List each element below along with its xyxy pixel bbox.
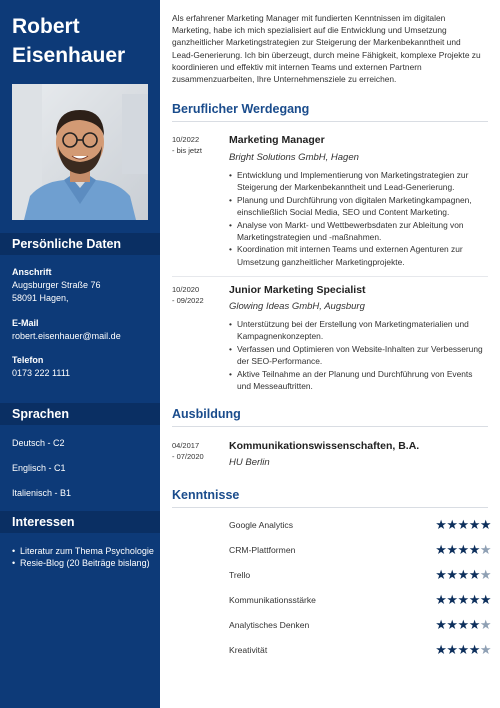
skills-heading: Kenntnisse: [172, 488, 488, 508]
languages-heading: Sprachen: [0, 403, 160, 425]
job-company: Bright Solutions GmbH, Hagen: [229, 152, 359, 163]
star-filled-icon: ★: [468, 592, 480, 607]
portrait-image: [12, 84, 148, 220]
skill-name: Analytisches Denken: [229, 620, 310, 630]
skill-rating: [435, 642, 491, 658]
star-empty-icon: ★: [479, 617, 491, 632]
job-title: Marketing Manager: [229, 134, 325, 146]
first-name: Robert: [12, 15, 80, 38]
skill-name: Trello: [229, 570, 251, 580]
skill-rating: [435, 617, 491, 633]
job-date: [172, 284, 204, 306]
star-filled-icon: ★: [446, 617, 458, 632]
skill-row: [229, 617, 491, 634]
skill-row: [229, 567, 491, 584]
star-empty-icon: ★: [479, 542, 491, 557]
skill-row: [229, 542, 491, 559]
education-degree: Kommunikationswissenschaften, B.A.: [229, 440, 420, 452]
job-title: Junior Marketing Specialist: [229, 284, 366, 296]
education-heading: Ausbildung: [172, 407, 488, 427]
star-filled-icon: ★: [435, 517, 447, 532]
job-company: Glowing Ideas GmbH, Augsburg: [229, 301, 365, 312]
star-filled-icon: ★: [446, 567, 458, 582]
skill-rating: [435, 542, 491, 558]
star-filled-icon: ★: [468, 617, 480, 632]
education-date-to: - 07/2020: [172, 452, 204, 461]
interest-item: • Resie-Blog (20 Beiträge bislang): [12, 557, 157, 569]
skill-rating: [435, 592, 491, 608]
address-label: Anschrift: [12, 267, 52, 277]
email-value[interactable]: robert.eisenhauer@mail.de: [12, 331, 121, 341]
language-item: Deutsch - C2: [12, 438, 65, 448]
language-item: Italienisch - B1: [12, 488, 72, 498]
responsibility-item: • Koordination mit internen Teams und externen Agenturen zur Umsetzung ganzheitlicher Marketingprojekte.: [229, 243, 484, 268]
skill-name: Kommunikationsstärke: [229, 595, 316, 605]
star-filled-icon: ★: [457, 542, 469, 557]
skill-rating: [435, 517, 491, 533]
last-name: Eisenhauer: [12, 44, 126, 67]
experience-heading: Beruflicher Werdegang: [172, 102, 488, 122]
skill-name: Google Analytics: [229, 520, 294, 530]
address-line2: 58091 Hagen,: [12, 293, 69, 303]
phone-label: Telefon: [12, 355, 44, 365]
star-filled-icon: ★: [435, 592, 447, 607]
interest-item: • Literatur zum Thema Psychologie: [12, 545, 157, 557]
candidate-name: [12, 12, 125, 70]
job-date-to: - 09/2022: [172, 296, 204, 305]
skill-name: CRM-Plattformen: [229, 545, 296, 555]
job-date-to: - bis jetzt: [172, 146, 203, 155]
responsibility-item: • Unterstützung bei der Erstellung von Marketingmaterialien und Kampagnenkonzepten.: [229, 318, 484, 343]
star-filled-icon: ★: [457, 642, 469, 657]
star-filled-icon: ★: [479, 517, 491, 532]
responsibility-item: • Aktive Teilnahme an der Planung und Durchführung von Events und Messeauftritten.: [229, 368, 484, 393]
skill-row: [229, 517, 491, 534]
star-filled-icon: ★: [435, 567, 447, 582]
skill-row: [229, 592, 491, 609]
responsibility-item: • Planung und Durchführung von digitalen Marketingkampagnen, einschließlich Social Media, SEO und Content Marketing.: [229, 194, 484, 219]
star-filled-icon: ★: [435, 617, 447, 632]
skill-rating: [435, 567, 491, 583]
star-filled-icon: ★: [468, 542, 480, 557]
interests-heading: Interessen: [0, 511, 160, 533]
star-filled-icon: ★: [446, 642, 458, 657]
job-date-from: 10/2020: [172, 285, 200, 294]
responsibility-item: • Entwicklung und Implementierung von Marketingstrategien zur Steigerung der Markenbekanntheit und Lead-Generierung.: [229, 169, 484, 194]
sidebar: [0, 0, 160, 708]
intro-summary: Als erfahrener Marketing Manager mit fundierten Kenntnissen im digitalen Marketing, habe ich mich spezialisiert auf die Entwicklung und Umsetzung ganzheitlicher Marketingstrategien zur Steigerung der Markenbekanntheit und Lead-Generierung. Ich bin überzeugt, durch meine Fähigkeit, komplexe Projekte zu koordinieren und effektiv mit internen Teams und externen Partnern zusammenzuarbeiten, Ihre Unternehmensziele zu erreichen.: [172, 13, 481, 85]
responsibility-item: • Analyse von Markt- und Wettbewerbsdaten zur Ableitung von Marketingstrategien und -maßnahmen.: [229, 219, 484, 244]
interests-list: [12, 545, 157, 569]
star-filled-icon: ★: [457, 592, 469, 607]
education-date-from: 04/2017: [172, 441, 200, 450]
star-filled-icon: ★: [468, 567, 480, 582]
star-empty-icon: ★: [479, 567, 491, 582]
profile-photo: [12, 84, 148, 220]
star-empty-icon: ★: [479, 642, 491, 657]
star-filled-icon: ★: [446, 517, 458, 532]
star-filled-icon: ★: [468, 517, 480, 532]
skill-name: Kreativität: [229, 645, 268, 655]
personal-data-heading: Persönliche Daten: [0, 233, 160, 255]
email-label: E-Mail: [12, 318, 39, 328]
language-item: Englisch - C1: [12, 463, 66, 473]
star-filled-icon: ★: [457, 617, 469, 632]
star-filled-icon: ★: [457, 567, 469, 582]
phone-value[interactable]: 0173 222 1111: [12, 368, 71, 378]
job-date-from: 10/2022: [172, 135, 200, 144]
star-filled-icon: ★: [446, 542, 458, 557]
job-date: [172, 134, 202, 156]
responsibility-item: • Verfassen und Optimieren von Website-Inhalten zur Verbesserung der SEO-Performance.: [229, 343, 484, 368]
star-filled-icon: ★: [435, 642, 447, 657]
star-filled-icon: ★: [446, 592, 458, 607]
star-filled-icon: ★: [457, 517, 469, 532]
address-line1: Augsburger Straße 76: [12, 280, 101, 290]
education-date: [172, 440, 204, 462]
skill-row: [229, 642, 491, 659]
divider: [172, 276, 488, 277]
job-responsibilities: [229, 169, 484, 268]
star-filled-icon: ★: [468, 642, 480, 657]
job-responsibilities: [229, 318, 484, 392]
education-school: HU Berlin: [229, 457, 270, 468]
star-filled-icon: ★: [435, 542, 447, 557]
star-filled-icon: ★: [479, 592, 491, 607]
